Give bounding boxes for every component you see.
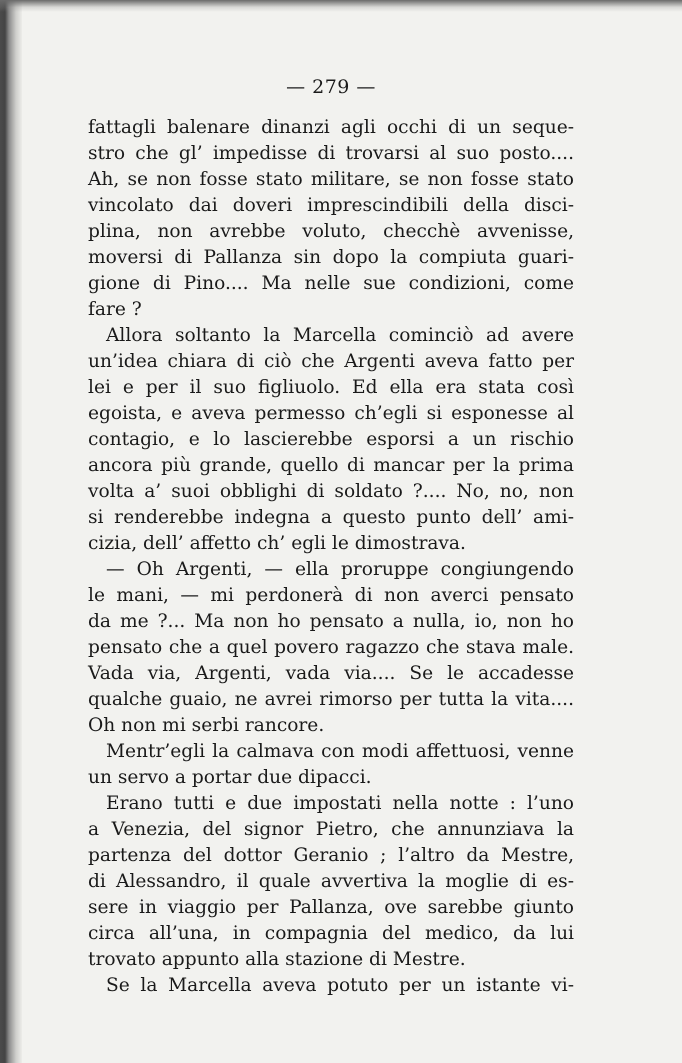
text-line: lei e per il suo figliuolo. Ed ella era stata così	[88, 377, 574, 398]
text-line: un’idea chiara di ciò che Argenti aveva fatto per	[88, 351, 574, 372]
text-line: cizia, dell’ affetto ch’ egli le dimostrava.	[88, 533, 466, 554]
text-line: a Venezia, del signor Pietro, che annunziava la	[88, 819, 574, 840]
text-line: Erano tutti e due impostati nella notte : l’uno	[106, 793, 574, 814]
text-line: Mentr’egli la calmava con modi affettuosi, venne	[106, 741, 574, 762]
text-line: da me ?... Ma non ho pensato a nulla, io, non ho	[88, 611, 574, 632]
text-line: gione di Pino.... Ma nelle sue condizioni, come	[88, 273, 574, 294]
text-line: Oh non mi serbi rancore.	[88, 715, 325, 736]
text-line: Vada via, Argenti, vada via.... Se le accadesse	[88, 663, 574, 684]
text-line: circa all’una, in compagnia del medico, da lui	[88, 923, 574, 944]
text-line: partenza del dottor Geranio ; l’altro da Mestre,	[88, 845, 574, 866]
text-line: pensato che a quel povero ragazzo che stava male.	[88, 637, 574, 658]
text-line: di Alessandro, il quale avvertiva la moglie di es-	[88, 871, 574, 892]
text-line: stro che gl’ impedisse di trovarsi al suo posto....	[88, 143, 574, 164]
text-line: — Oh Argenti, — ella proruppe congiungendo	[106, 559, 574, 580]
text-line: un servo a portar due dipacci.	[88, 767, 372, 788]
text-line: qualche guaio, ne avrei rimorso per tutta la vita....	[88, 689, 574, 710]
text-line: Se la Marcella aveva potuto per un istante vi-	[106, 975, 574, 996]
text-line: volta a’ suoi obblighi di soldato ?.... No, no, non	[88, 481, 574, 502]
book-binding-edge	[0, 0, 22, 1063]
text-line: ancora più grande, quello di mancar per la prima	[88, 455, 574, 476]
scan-top-shadow	[0, 0, 682, 12]
text-line: egoista, e aveva permesso ch’egli si esponesse al	[88, 403, 574, 424]
text-line: fare ?	[88, 299, 142, 320]
text-line: moversi di Pallanza sin dopo la compiuta guari-	[88, 247, 574, 268]
page-number: — 279 —	[286, 76, 376, 98]
text-line: fattagli balenare dinanzi agli occhi di un seque-	[88, 117, 574, 138]
text-line: le mani, — mi perdonerà di non averci pensato	[88, 585, 574, 606]
text-line: plina, non avrebbe voluto, checchè avvenisse,	[88, 221, 574, 242]
text-line: contagio, e lo lascierebbe esporsi a un rischio	[88, 429, 574, 450]
text-line: si renderebbe indegna a questo punto dell’ ami-	[88, 507, 574, 528]
text-line: trovato appunto alla stazione di Mestre.	[88, 949, 466, 970]
text-line: Ah, se non fosse stato militare, se non fosse stato	[88, 169, 574, 190]
text-line: sere in viaggio per Pallanza, ove sarebbe giunto	[88, 897, 574, 918]
text-line: Allora soltanto la Marcella cominciò ad avere	[106, 325, 574, 346]
text-line: vincolato dai doveri imprescindibili della disci-	[88, 195, 574, 216]
